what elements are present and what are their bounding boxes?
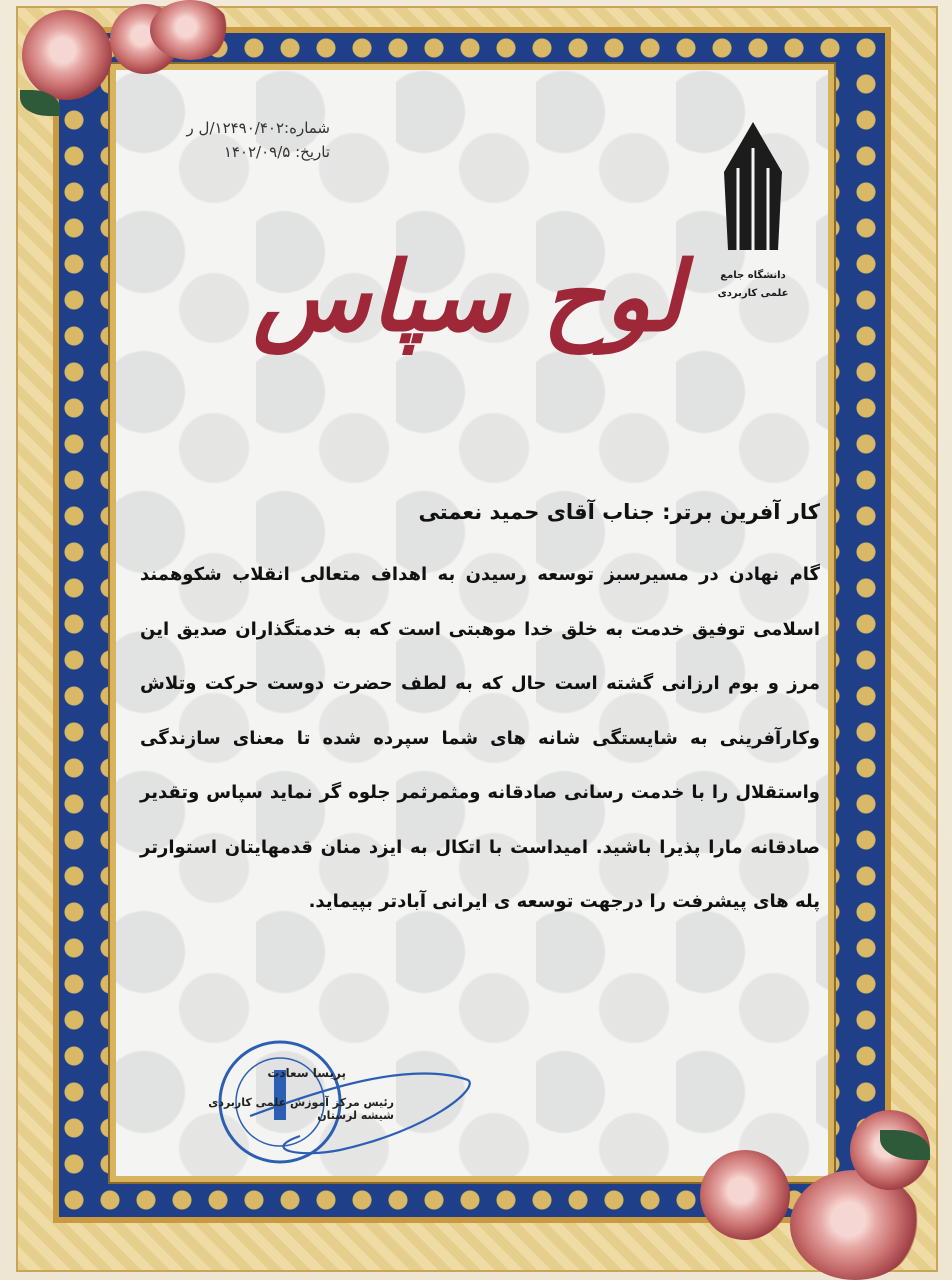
certificate-title: لوح سپاس [252,240,684,353]
certificate-body: گام نهادن در مسیرسبز توسعه رسیدن به اهداف متعالی انقلاب شکوهمند اسلامی توفیق خدمت به خلق خدا موهبتی است که به خدمتگذاران صدیق این مرز و بوم ارزانی گشته است حال که به لطف حضرت دوست حرکت وتلاش وکارآفرینی به شایستگی شانه های شما سپرده شده تا معنای سازندگی واستقلال را با خدمت رسانی صادقانه ومثمرثمر جلوه گر نماید سپاس وتقدیر صادقانه مارا پذیرا باشید. امیداست با اتکال به ایزد منان قدمهایتان استوارتر پله های پیشرفت را درجهت توسعه ی ایرانی آبادتر بپیماید. [140,564,820,912]
signatory-position: رئیس مرکز آموزش علمی کاربردی شیشه لرستان [208,1096,394,1122]
document-reference [160,116,330,164]
signatory-name: پریسا سعادت [267,1066,346,1080]
document-number: شماره:۱۲۴۹۰/۴۰۲/ل ر [186,119,330,137]
document-date: تاریخ: ۱۴۰۲/۰۹/۵ [223,143,330,161]
rose-icon [150,0,230,60]
university-pen-logo-icon [716,118,790,314]
svg-text:دانشگاه جامع: دانشگاه جامع [720,270,786,281]
svg-text:علمی کاربردی: علمی کاربردی [717,288,789,299]
recipient-line: کار آفرین برتر: جناب آقای حمید نعمتی [418,500,820,524]
title-calligraphy [252,210,684,380]
rose-icon [22,10,112,100]
rose-icon [700,1150,790,1240]
